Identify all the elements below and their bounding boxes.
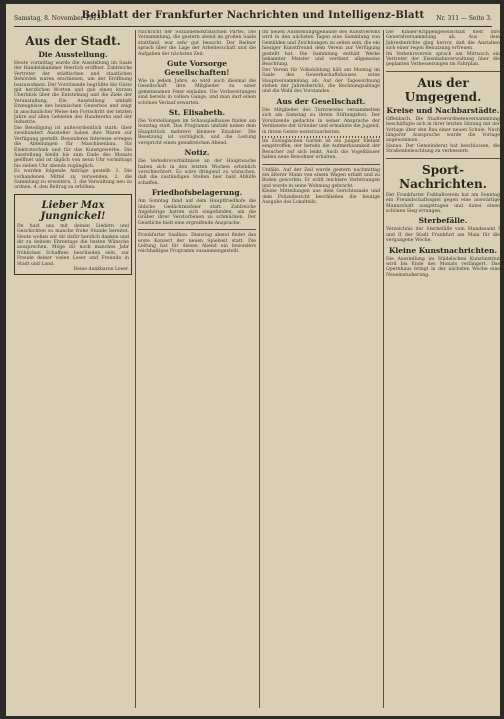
article-paragraph: Im Zoologischen Garten ist ein junger Elefant eingetroffen, der bereits die Aufmerksamkeit der Besucher auf sich lenkt. Auch die Vogelhäuser haben neue Bewohner erhalten. [262,138,380,161]
article-heading: Aus der Gesellschaft. [276,96,366,106]
article-paragraph: Am Sonntag fand auf dem Hauptfriedhofe die übliche Gedächtnisfeier statt. Zahlreiche Angehörige hatten sich eingefunden, um die Gräber ihrer Verstorbenen zu schmücken. Der Geistliche hielt eine ergreifende Ansprache. [138,199,256,226]
dotted-divider [262,136,380,138]
article-heading: Notiz. [184,148,210,158]
article-heading: Kleine Kunstnachrichten. [388,245,498,255]
divider [386,71,500,72]
article-paragraph: Es wurden folgende Anträge gestellt: 1. Die vorhandenen Mittel zu verwenden, 2. die Sammlung zu erweitern, 3. die Verwaltung neu zu ordnen, 4. den Beitrag zu erhöhen. [14,169,132,191]
column-1 [14,30,132,708]
boxed-notice [14,194,132,276]
page-header [14,10,492,27]
article-paragraph: Nachricht der Sozialdemokratischen Partei. Die Versammlung, die gestern abend im großen Saale stattfand, war sehr gut besucht. Der Redner sprach über die Lage der Arbeiterschaft und die Aufgaben der nächsten Zeit. [138,30,256,57]
article-heading: Sterbefälle. [418,216,468,226]
article-heading: Gute Vorsorge Gesellschaften! [164,59,230,78]
article-paragraph: Die Beteiligung ist außerordentlich stark; über zweihundert Aussteller haben ihre Waren zur Verfügung gestellt. Besonderes Interesse erregen die Abteilungen für Maschinenbau, für Elektrotechnik und für das Kunstgewerbe. Die Ausstellung bleibt bis zum Ende des Monats geöffnet und ist täglich von neun Uhr vormittags bis sieben Uhr abends zugänglich. [14,125,132,169]
section-title: Sport-Nachrichten. [399,162,487,191]
article-paragraph: Die Mitglieder des Turnvereins versammelten sich am Samstag zu ihrem Stiftungsfest. Der Vorsitzende gedachte in seiner Ansprache der Verdienste der Gründer und ermahnte die Jugend, in ihrem Geiste weiterzuarbeiten. [262,107,380,135]
article-paragraph: Die Ausstellung im Städelschen Kunstinstitut wird bis Ende des Monats verlängert. Das Opernhaus bringt in der nächsten Woche eine Neueinstudierung. [386,256,500,278]
article-paragraph: Verzeichnis der Sterbefälle vom Standesamt I und II der Stadt Frankfurt am Main für die vergangene Woche. [386,227,500,244]
column-rule [383,30,384,708]
article-paragraph: Heute vormittag wurde die Ausstellung im Saale der Handelskammer feierlich eröffnet. Zahlreiche Vertreter der städtischen und staatlichen Behörden waren erschienen, um der Eröffnung beizuwohnen. Der Vorsitzende begrüßte die Gäste mit herzlichen Worten und gab einen kurzen Überblick über die Entstehung und die Ziele der Veranstaltung. Die Ausstellung umfaßt Erzeugnisse des heimischen Gewerbes und zeigt in anschaulicher Weise den Fortschritt der letzten Jahre auf allen Gebieten des Handwerks und der Industrie. [14,61,132,126]
notice-title: Lieber Max Jungnickel! [40,199,106,222]
divider [386,158,500,159]
article-paragraph: Der Verein für Volksbildung hält am Montag im Saale des Gewerkschaftshauses seine Hauptversammlung ab. Auf der Tagesordnung stehen der Jahresbericht, die Rechnungsablage und die Wahl des Vorstandes. [262,67,380,95]
notice-signature: Deine dankbaren Leser. [73,267,129,272]
header-date: Samstag, 8. November 1913. [14,15,103,22]
article-heading: Die Ausstellung. [38,50,108,59]
article-paragraph: Offenbach. Die Stadtverordnetenversammlung beschäftigte sich in ihrer letzten Sitzung mit der Vorlage über den Bau einer neuen Schule. Nach längerer Aussprache wurde die Vorlage angenommen. [386,116,500,144]
column-rule [259,30,260,708]
header-page-number: Nr. 311 — Seite 3. [436,15,492,22]
column-4 [386,30,500,708]
columns [14,30,500,708]
article-paragraph: Die Kinder-Krippengesellschaft hielt ihre Generalversammlung ab. Aus dem Jahresberichte ging hervor, daß die Anstalten sich einer regen Benutzung erfreuen. [386,30,500,52]
article-paragraph: Unfälle. Auf der Zeil wurde gestern nachmittag ein älterer Mann von einem Wagen erfaßt und zu Boden geworfen. Er erlitt leichtere Verletzungen und wurde in seine Wohnung gebracht. [262,167,380,189]
article-heading: Kreise und Nachbarstädte. [386,105,500,115]
article-paragraph: Frankfurter Saalbau. Dienstag abend findet das erste Konzert der neuen Spielzeit statt. Die Leitung hat für diesen Abend ein besonders reichhaltiges Programm zusammengestellt. [138,233,256,255]
article-paragraph: Im Verkehrsverein sprach am Mittwoch ein Vertreter der Eisenbahnverwaltung über die geplanten Verbesserungen im Fahrplan. [386,51,500,68]
header-masthead: Beiblatt der Frankfurter Nachrichten und Intelligenz-Blatt [81,10,425,21]
divider [138,229,256,230]
divider [262,164,380,165]
section-title: Aus der Stadt. [25,34,121,48]
article-paragraph: Die Vorstellungen im Schauspielhause finden am Sonntag statt. Das Programm umfaßt neben dem Hauptstück mehrere kleinere Einakter. Die Besetzung ist vorzüglich, und die Leitung verspricht einen genußreichen Abend. [138,119,256,146]
article-paragraph: Die Verkehrsverhältnisse an der Hauptwache haben sich in den letzten Wochen erheblich verschlechtert. Es wäre dringend zu wünschen, daß die zuständigen Stellen hier bald Abhilfe schaffen. [138,159,256,186]
article-heading: Friedhofsbelagerung. [151,188,243,198]
newspaper-page [6,4,500,716]
section-title: Aus der Umgegend. [404,75,482,104]
article-paragraph: Der Frankfurter Fußballverein hat am Sonntag ein Freundschaftsspiel gegen eine auswärtige Mannschaft ausgetragen und dabei einen schönen Sieg errungen. [386,192,500,214]
article-heading: St. Elisabeth. [168,108,226,118]
article-paragraph: Im neuen Ausstellungsgebäude des Kunstvereins wird in den nächsten Tagen eine Sammlung von Gemälden und Zeichnungen zu sehen sein, die ein hiesiger Kunstfreund dem Verein zur Verfügung gestellt hat. Die Sammlung enthält Werke bekannter Meister und verdient allgemeine Beachtung. [262,30,380,68]
column-rule [135,30,136,708]
article-paragraph: Hanau. Der Gemeinderat hat beschlossen, die Straßenbeleuchtung zu verbessern. [386,143,500,155]
column-3 [262,30,380,708]
notice-text: Du hast uns mit deinen Liedern und Geschichten so manche frohe Stunde bereitet. Heute wollen wir dir dafür herzlich danken und dir zu deinem Ehrentage die besten Wünsche aussprechen. Möge dir noch manches Jahr fröhlichen Schaffens beschieden sein, zur Freude deiner vielen Leser und Freunde in Stadt und Land. [17,223,129,267]
article-paragraph: Wie in jedem Jahre, so wird auch diesmal die Gesellschaft ihre Mitglieder zu einer gemeinsamen Feier einladen. Die Vorbereitungen sind bereits in vollem Gange, und man darf einen schönen Verlauf erwarten. [138,79,256,106]
column-2 [138,30,256,708]
article-paragraph: Kleine Mitteilungen aus dem Gerichtssaale und dem Polizeibericht beschließen die heutige Ausgabe des Lokalteils. [262,189,380,205]
